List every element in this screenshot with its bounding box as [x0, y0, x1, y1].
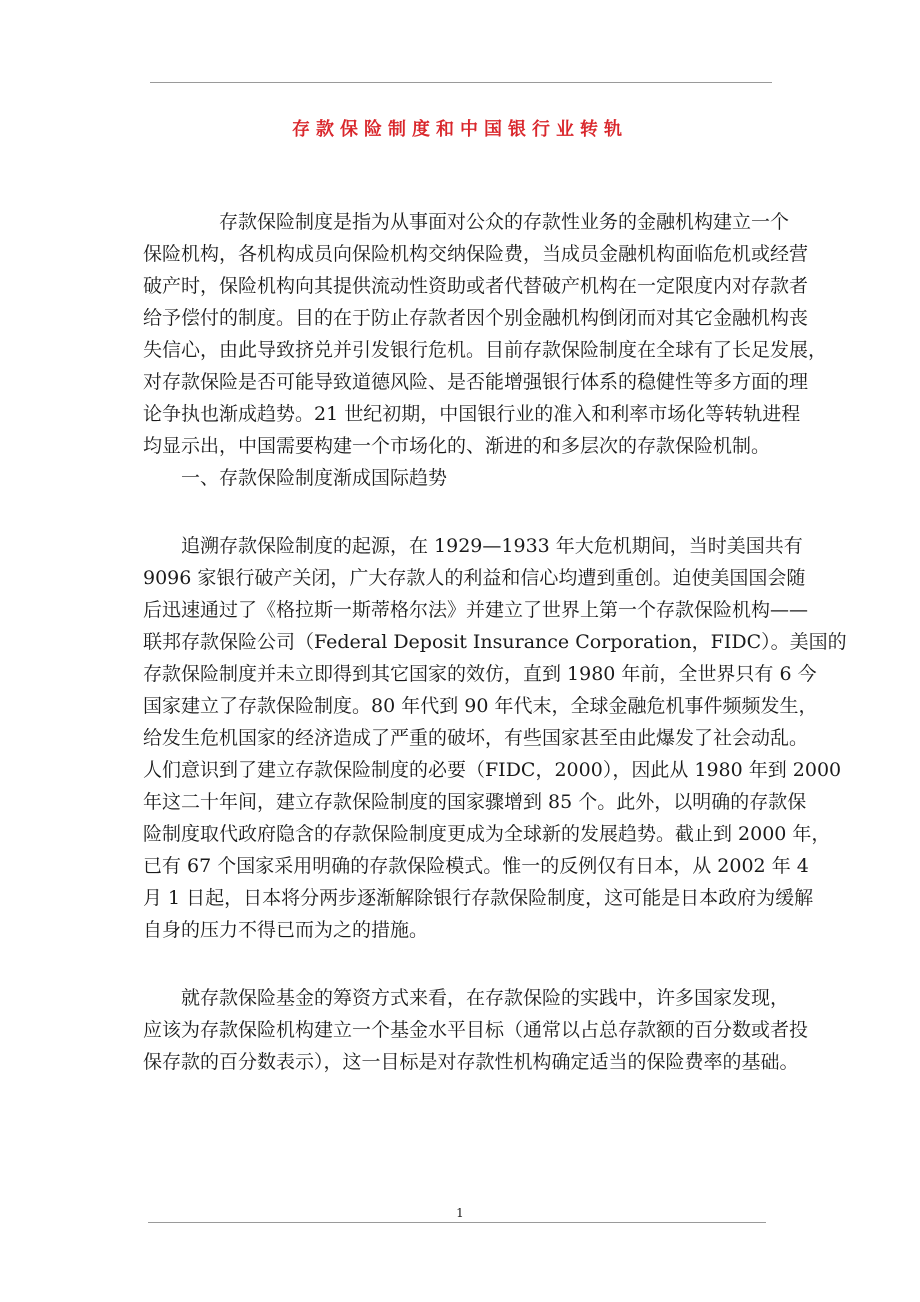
text-line: 国家建立了存款保险制度。80 年代到 90 年代末，全球金融危机事件频频发生， — [143, 695, 818, 717]
text-line: 后迅速通过了《格拉斯一斯蒂格尔法》并建立了世界上第一个存款保险机构—— — [143, 599, 809, 621]
text-line: 存款保险制度是指为从事面对公众的存款性业务的金融机构建立一个 — [143, 211, 790, 233]
text-line: 失信心，由此导致挤兑并引发银行危机。目前存款保险制度在全球有了长足发展， — [143, 339, 828, 361]
text-line: 论争执也渐成趋势。21 世纪初期，中国银行业的准入和利率市场化等转轨进程 — [143, 403, 801, 425]
text-line: 破产时，保险机构向其提供流动性资助或者代替破产机构在一定限度内对存款者 — [143, 275, 809, 297]
document-title: 存款保险制度和中国银行业转轨 — [292, 119, 628, 140]
section-heading — [143, 462, 783, 494]
section-heading-text: 一、存款保险制度渐成国际趋势 — [143, 467, 448, 489]
page-number: 1 — [456, 1206, 464, 1220]
paragraph-funding — [143, 982, 809, 1078]
text-line: 人们意识到了建立存款保险制度的必要（FIDC，2000），因此从 1980 年到 2000 — [143, 759, 842, 781]
header-rule — [150, 82, 772, 83]
text-line: 就存款保险基金的筹资方式来看，在存款保险的实践中，许多国家发现， — [143, 987, 790, 1009]
text-line: 已有 67 个国家采用明确的存款保险模式。惟一的反例仅有日本，从 2002 年 4 — [143, 855, 809, 877]
paragraph-gap — [143, 946, 783, 982]
paragraph-gap — [143, 494, 783, 530]
text-line: 应该为存款保险机构建立一个基金水平目标（通常以占总存款额的百分数或者投 — [143, 1019, 809, 1041]
text-line: 均显示出，中国需要构建一个市场化的、渐进的和多层次的存款保险机制。 — [143, 435, 771, 457]
text-line: 险制度取代政府隐含的存款保险制度更成为全球新的发展趋势。截止到 2000 年， — [143, 823, 831, 845]
text-line: 对存款保险是否可能导致道德风险、是否能增强银行体系的稳健性等多方面的理 — [143, 371, 809, 393]
text-line: 给予偿付的制度。目的在于防止存款者因个别金融机构倒闭而对其它金融机构丧 — [143, 307, 809, 329]
paragraph-intro — [143, 206, 828, 462]
text-line: 月 1 日起，日本将分两步逐渐解除银行存款保险制度，这可能是日本政府为缓解 — [143, 887, 814, 909]
text-line: 追溯存款保险制度的起源，在 1929—1933 年大危机期间，当时美国共有 — [143, 535, 803, 557]
footer-rule — [148, 1222, 766, 1223]
text-line: 自身的压力不得已而为之的措施。 — [143, 919, 429, 941]
text-line: 联邦存款保险公司（Federal Deposit Insurance Corporation，FIDC）。美国的 — [143, 631, 847, 653]
paragraph-origin — [143, 530, 847, 946]
text-line: 给发生危机国家的经济造成了严重的破坏，有些国家甚至由此爆发了社会动乱。 — [143, 727, 809, 749]
text-line: 存款保险制度并未立即得到其它国家的效仿，直到 1980 年前，全世界只有 6 今 — [143, 663, 817, 685]
text-line: 9096 家银行破产关闭，广大存款人的利益和信心均遭到重创。迫使美国国会随 — [143, 567, 806, 589]
text-line: 保存款的百分数表示），这一目标是对存款性机构确定适当的保险费率的基础。 — [143, 1051, 799, 1073]
document-body — [143, 206, 847, 1078]
text-line: 保险机构，各机构成员向保险机构交纳保险费，当成员金融机构面临危机或经营 — [143, 243, 809, 265]
text-line: 年这二十年间，建立存款保险制度的国家骤增到 85 个。此外，以明确的存款保 — [143, 791, 807, 813]
